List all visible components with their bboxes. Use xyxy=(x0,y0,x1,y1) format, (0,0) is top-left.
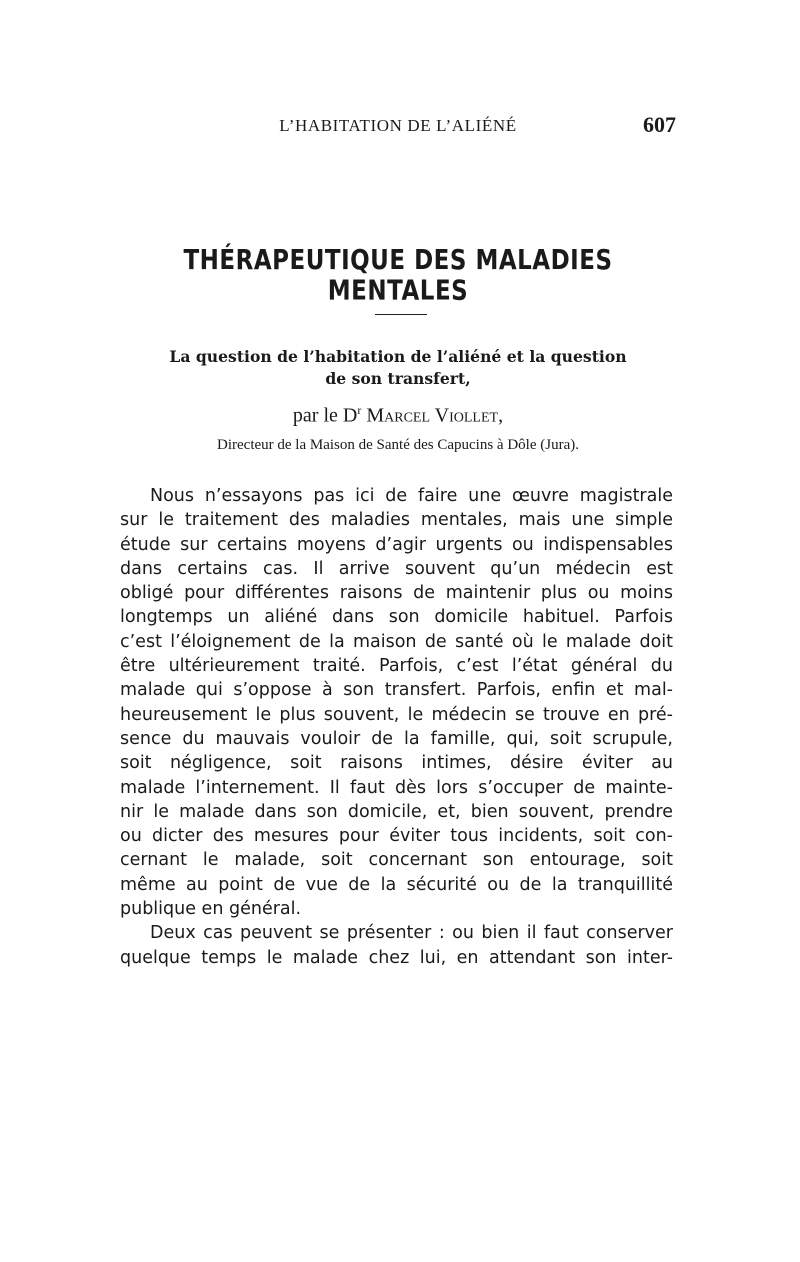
text-line: nir le malade dans son domicile, et, bien souvent, prendre xyxy=(120,801,673,822)
text-line: publique en général. xyxy=(120,899,302,920)
running-title: L’HABITATION DE L’ALIÉNÉ xyxy=(279,116,517,135)
text-line: ou dicter des mesures pour éviter tous incidents, soit con- xyxy=(120,826,673,847)
text-line: quelque temps le malade chez lui, en attendant son inter- xyxy=(120,947,673,968)
text-line: malade qui s’oppose à son transfert. Parfois, enfin et mal- xyxy=(120,680,673,701)
text-line: malade l’internement. Il faut dès lors s’occuper de mainte- xyxy=(120,777,673,798)
text-line: sence du mauvais vouloir de la famille, qui, soit scrupule, xyxy=(120,728,673,749)
section-divider xyxy=(375,314,427,315)
author-name: Marcel Viollet, xyxy=(366,404,504,427)
text-line: Deux cas peuvent se présenter : ou bien il faut conserver xyxy=(150,923,673,944)
byline xyxy=(120,403,676,428)
body-text xyxy=(120,484,673,970)
text-line: obligé pour différentes raisons de maintenir plus ou moins xyxy=(120,583,673,604)
byline-sup: r xyxy=(357,403,362,417)
running-head xyxy=(120,112,676,142)
text-line: étude sur certains moyens d’agir urgents ou indispensables xyxy=(120,534,673,555)
article-title-line: La question de l’habitation de l’aliéné et la question xyxy=(169,347,627,366)
text-line: c’est l’éloignement de la maison de santé où le malade doit xyxy=(120,631,673,652)
text-line: même au point de vue de la sécurité ou de la tranquillité xyxy=(120,874,673,895)
text-line: Nous n’essayons pas ici de faire une œuvre magistrale xyxy=(150,486,673,506)
article-title xyxy=(120,346,676,390)
page-number: 607 xyxy=(643,112,676,137)
text-line: heureusement le plus souvent, le médecin se trouve en pré- xyxy=(120,704,673,725)
text-line: sur le traitement des maladies mentales, mais une simple xyxy=(120,510,673,531)
affiliation: Directeur de la Maison de Santé des Capucins à Dôle (Jura). xyxy=(217,437,579,453)
article-title-line: de son transfert, xyxy=(325,369,471,388)
text-line: cernant le malade, soit concernant son entourage, soit xyxy=(120,850,673,871)
text-line: soit négligence, soit raisons intimes, désire éviter au xyxy=(120,753,673,774)
text-line: être ultérieurement traité. Parfois, c’est l’état général du xyxy=(120,656,673,677)
chapter-title: THÉRAPEUTIQUE DES MALADIES MENTALES xyxy=(183,245,613,307)
byline-prefix: par le D xyxy=(292,404,358,427)
text-line: longtemps un aliéné dans son domicile habituel. Parfois xyxy=(120,607,673,628)
text-line: dans certains cas. Il arrive souvent qu’un médecin est xyxy=(120,558,673,579)
